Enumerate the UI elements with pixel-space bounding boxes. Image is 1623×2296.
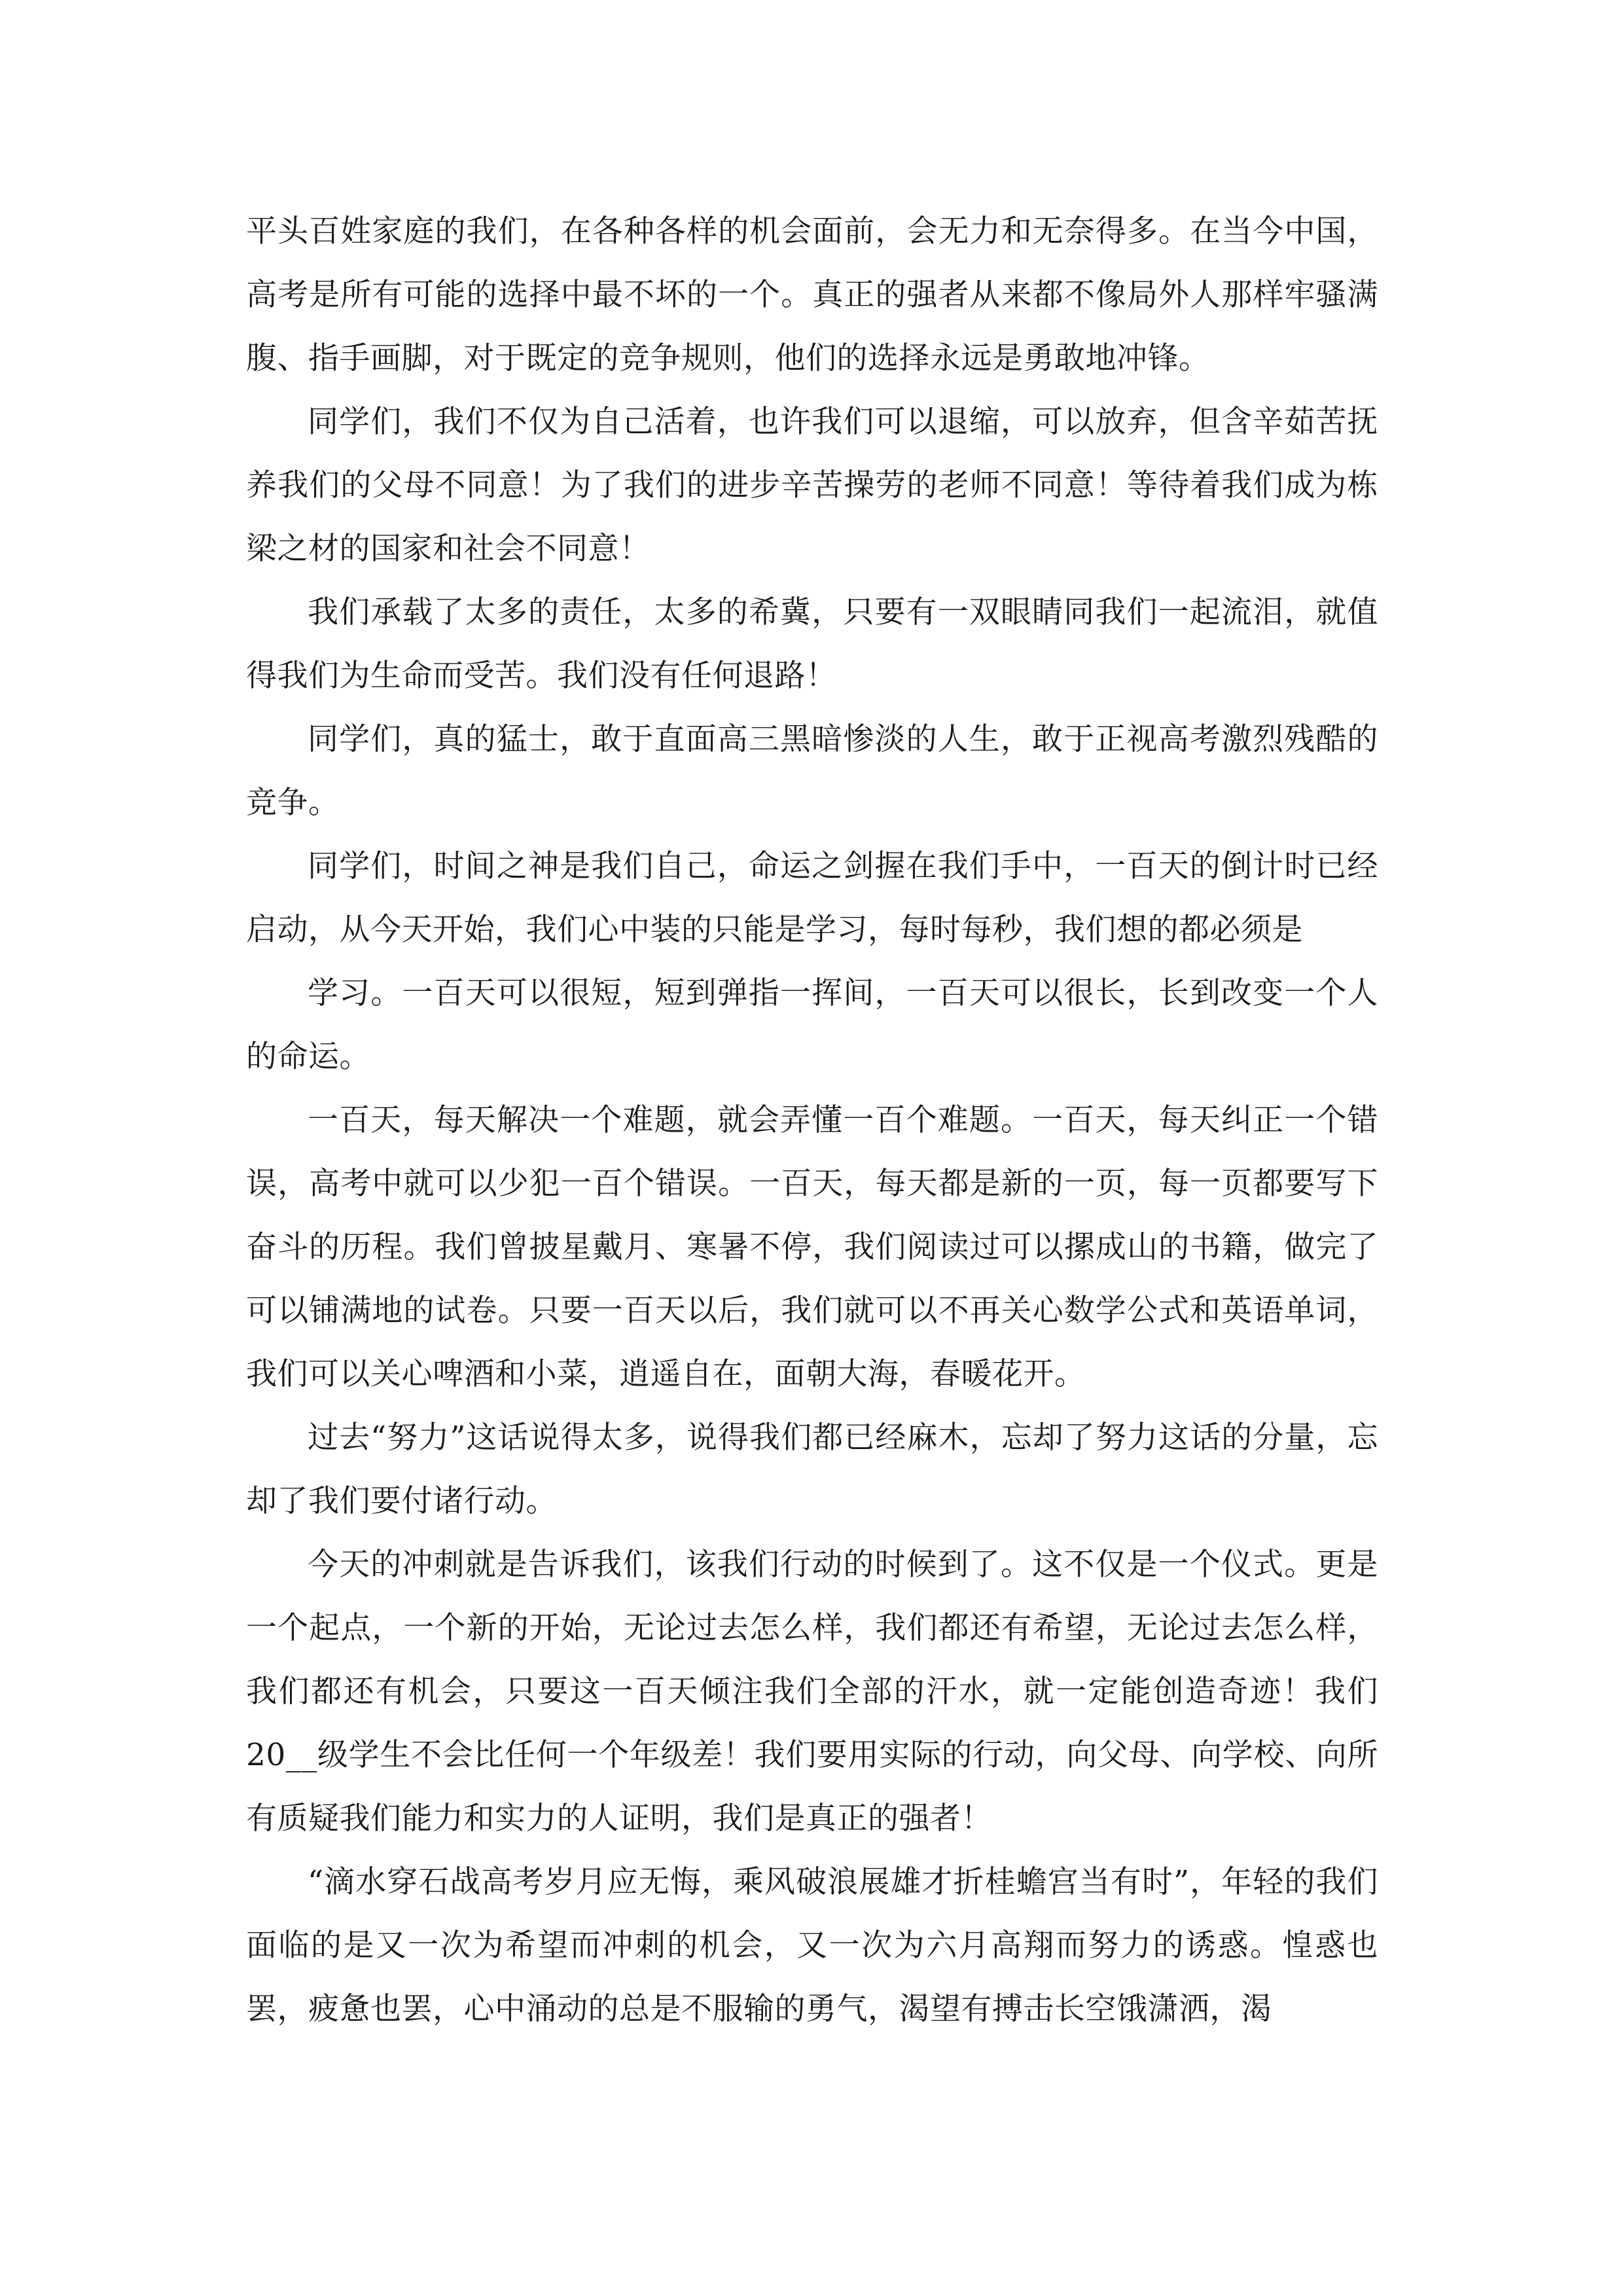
paragraph-2: 同学们，我们不仅为自己活着，也许我们可以退缩，可以放弃，但含辛茹苦抚养我们的父母不同意！为了我们的进步辛苦操劳的老师不同意！等待着我们成为栋梁之材的国家和社会不同意！ bbox=[246, 404, 1378, 567]
paragraph-3: 我们承载了太多的责任，太多的希冀，只要有一双眼睛同我们一起流泪，就值得我们为生命而受苦。我们没有任何退路！ bbox=[246, 594, 1378, 694]
paragraph-1: 平头百姓家庭的我们，在各种各样的机会面前，会无力和无奈得多。在当今中国，高考是所有可能的选择中最不坏的一个。真正的强者从来都不像局外人那样牢骚满腹、指手画脚，对于既定的竞争规则，他们的选择永远是勇敢地冲锋。 bbox=[246, 213, 1378, 376]
paragraph-7: 一百天，每天解决一个难题，就会弄懂一百个难题。一百天，每天纠正一个错误，高考中就可以少犯一百个错误。一百天，每天都是新的一页，每一页都要写下奋斗的历程。我们曾披星戴月、寒暑不停，我们阅读过可以摞成山的书籍，做完了可以铺满地的试卷。只要一百天以后，我们就可以不再关心数学公式和英语单词，我们可以关心啤酒和小菜，逍遥自在，面朝大海，春暖花开。 bbox=[246, 1102, 1378, 1392]
paragraph-4: 同学们，真的猛士，敢于直面高三黑暗惨淡的人生，敢于正视高考激烈残酷的竞争。 bbox=[246, 721, 1378, 821]
paragraph-9: 今天的冲刺就是告诉我们，该我们行动的时候到了。这不仅是一个仪式。更是一个起点，一个新的开始，无论过去怎么样，我们都还有希望，无论过去怎么样，我们都还有机会，只要这一百天倾注我们全部的汗水，就一定能创造奇迹！我们 20__级学生不会比任何一个年级差！我们要用实际的行动，向父母、向学校、向所有质疑我们能力和实力的人证明，我们是真正的强者！ bbox=[246, 1547, 1378, 1837]
document-body bbox=[246, 200, 1378, 2041]
paragraph-6: 学习。一百天可以很短，短到弹指一挥间，一百天可以很长，长到改变一个人的命运。 bbox=[246, 975, 1378, 1075]
paragraph-8: 过去“努力”这话说得太多，说得我们都已经麻木，忘却了努力这话的分量，忘却了我们要付诸行动。 bbox=[246, 1420, 1378, 1519]
paragraph-10: “滴水穿石战高考岁月应无悔，乘风破浪展雄才折桂蟾宫当有时”，年轻的我们面临的是又一次为希望而冲刺的机会，又一次为六月高翔而努力的诱惑。惶惑也罢，疲惫也罢，心中涌动的总是不服输的勇气，渴望有搏击长空饿潇洒，渴 bbox=[246, 1864, 1378, 2027]
paragraph-5: 同学们，时间之神是我们自己，命运之剑握在我们手中，一百天的倒计时已经启动，从今天开始，我们心中装的只能是学习，每时每秒，我们想的都必须是 bbox=[246, 848, 1378, 948]
